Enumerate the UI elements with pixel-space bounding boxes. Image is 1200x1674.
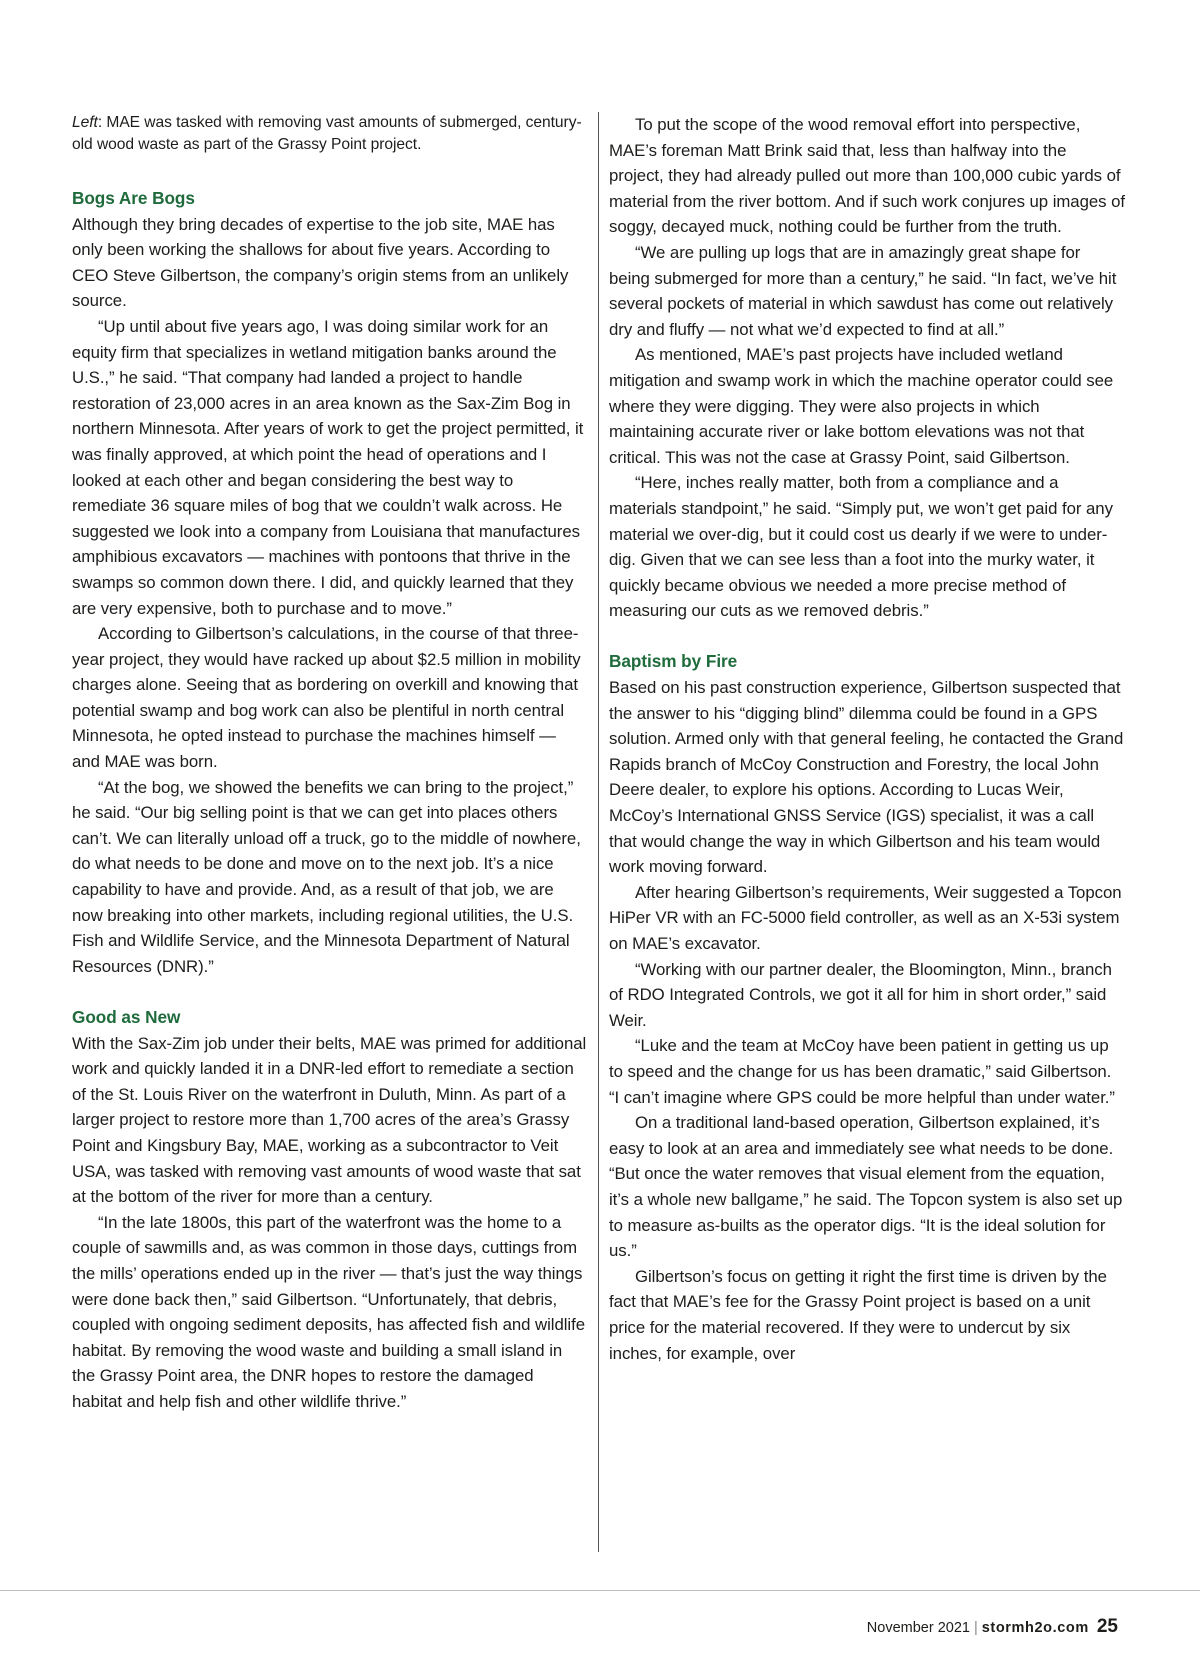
left-column: [72, 112, 588, 1415]
paragraph: “Up until about five years ago, I was doing similar work for an equity firm that specializes in wetland mitigation banks around the U.S.,” he said. “That company had landed a project to handle restoration of 23,000 acres in an area known as the Sax-Zim Bog in northern Minnesota. After years of work to get the project permitted, it was finally approved, at which point the head of operations and I looked at each other and began considering the best way to remediate 36 square miles of bog that we couldn’t walk across. He suggested we look into a company from Louisiana that manufactures amphibious excavators — machines with pontoons that thrive in the swamps so common down there. I did, and quickly learned that they are very expensive, both to purchase and to move.”: [72, 316, 584, 618]
paragraph: Based on his past construction experience, Gilbertson suspected that the answer to his “digging blind” dilemma could be found in a GPS solution. Armed only with that general feeling, he contacted the Grand Rapids branch of McCoy Construction and Forestry, the local John Deere dealer, to explore his options. According to Lucas Weir, McCoy’s International GNSS Service (IGS) specialist, it was a call that would change the way in which Gilbertson and his team would work moving forward.: [609, 678, 1124, 877]
section-heading-good-as-new: Good as New: [72, 1007, 181, 1027]
caption-text: : MAE was tasked with removing vast amounts of submerged, century-old wood waste as part of the Grassy Point project.: [72, 114, 582, 153]
paragraph: According to Gilbertson’s calculations, in the course of that three-year project, they would have racked up about $2.5 million in mobility charges alone. Seeing that as bordering on overkill and knowing that potential swamp and bog work can also be plentiful in north central Minnesota, he opted instead to purchase the machines himself — and MAE was born.: [72, 624, 581, 772]
paragraph: “In the late 1800s, this part of the waterfront was the home to a couple of sawmills and, as was common in those days, cuttings from the mills’ operations ended up in the river — that’s just the way things were done back then,” said Gilbertson. “Unfortunately, that debris, coupled with ongoing sediment deposits, has affected fish and wildlife habitat. By removing the wood waste and building a small island in the Grassy Point area, the DNR hopes to restore the damaged habitat and help fish and other wildlife thrive.”: [72, 1212, 586, 1411]
right-column: [609, 112, 1125, 1366]
paragraph: Although they bring decades of expertise to the job site, MAE has only been working the shallows for about five years. According to CEO Steve Gilbertson, the company’s origin stems from an unlikely source.: [72, 214, 569, 311]
paragraph: “Luke and the team at McCoy have been patient in getting us up to speed and the change for us has been dramatic,” said Gilbertson. “I can’t imagine where GPS could be more helpful than under water.”: [609, 1036, 1115, 1107]
paragraph: As mentioned, MAE’s past projects have included wetland mitigation and swamp work in which the machine operator could see where they were digging. They were also projects in which maintaining accurate river or lake bottom elevations was not that critical. This was not the case at Grassy Point, said Gilbertson.: [609, 345, 1114, 467]
section-heading-baptism-by-fire: Baptism by Fire: [609, 651, 738, 672]
paragraph: “Here, inches really matter, both from a compliance and a materials standpoint,” he said. “Simply put, we won’t get paid for any material we over-dig, but it could cost us dearly if we were to under-dig. Given that we can see less than a foot into the murky water, it quickly became obvious we needed a more precise method of measuring our cuts as we removed debris.”: [609, 473, 1113, 621]
site-name: stormh2o.com: [981, 1620, 1089, 1636]
paragraph: “We are pulling up logs that are in amazingly great shape for being submerged for more than a century,” he said. “In fact, we’ve hit several pockets of material in which sawdust has come out relatively dry and fluffy — not what we’d expected to find at all.”: [609, 242, 1117, 339]
paragraph: With the Sax-Zim job under their belts, MAE was primed for additional work and quickly landed it in a DNR-led effort to remediate a section of the St. Louis River on the waterfront in Duluth, Minn. As part of a larger project to restore more than 1,700 acres of the area’s Grassy Point and Kingsbury Bay, MAE, working as a subcontractor to Veit USA, was tasked with removing vast amounts of wood waste that sat at the bottom of the river for more than a century.: [72, 1033, 587, 1207]
photo-caption: [72, 112, 588, 156]
paragraph: “Working with our partner dealer, the Bloomington, Minn., branch of RDO Integrated Controls, we got it all for him in short order,” said Weir.: [609, 959, 1112, 1030]
footer-rule: [0, 1590, 1200, 1591]
section-gap: [72, 979, 588, 1005]
column-divider: [598, 112, 599, 1552]
page-footer: [867, 1616, 1118, 1638]
section-gap: [609, 624, 1125, 650]
section-heading-bogs-are-bogs: Bogs Are Bogs: [72, 188, 195, 208]
paragraph: “At the bog, we showed the benefits we can bring to the project,” he said. “Our big selling point is that we can get into places others can’t. We can literally unload off a truck, go to the middle of nowhere, do what needs to be done and move on to the next job. It’s a nice capability to have and provide. And, as a result of that job, we are now breaking into other markets, including regional utilities, the U.S. Fish and Wildlife Service, and the Minnesota Department of Natural Resources (DNR).”: [72, 777, 581, 976]
paragraph: To put the scope of the wood removal effort into perspective, MAE’s foreman Matt Brink said that, less than halfway into the project, they had already pulled out more than 100,000 cubic yards of material from the river bottom. And if such work conjures up images of soggy, decayed muck, nothing could be further from the truth.: [609, 115, 1126, 237]
footer-separator: |: [973, 1620, 978, 1636]
paragraph: After hearing Gilbertson’s requirements, Weir suggested a Topcon HiPer VR with an FC-5000 field controller, as well as an X-53i system on MAE’s excavator.: [609, 882, 1122, 953]
paragraph: On a traditional land-based operation, Gilbertson explained, it’s easy to look at an area and immediately see what needs to be done. “But once the water removes that visual element from the equation, it’s a whole new ballgame,” he said. The Topcon system is also set up to measure as-builts as the operator digs. “It is the ideal solution for us.”: [609, 1113, 1123, 1261]
paragraph: Gilbertson’s focus on getting it right the first time is driven by the fact that MAE’s fee for the Grassy Point project is based on a unit price for the material recovered. If they were to undercut by six inches, for example, over: [609, 1266, 1107, 1363]
caption-label: Left: [72, 114, 98, 131]
issue-date: November 2021: [866, 1620, 970, 1636]
page-number: 25: [1096, 1616, 1118, 1637]
